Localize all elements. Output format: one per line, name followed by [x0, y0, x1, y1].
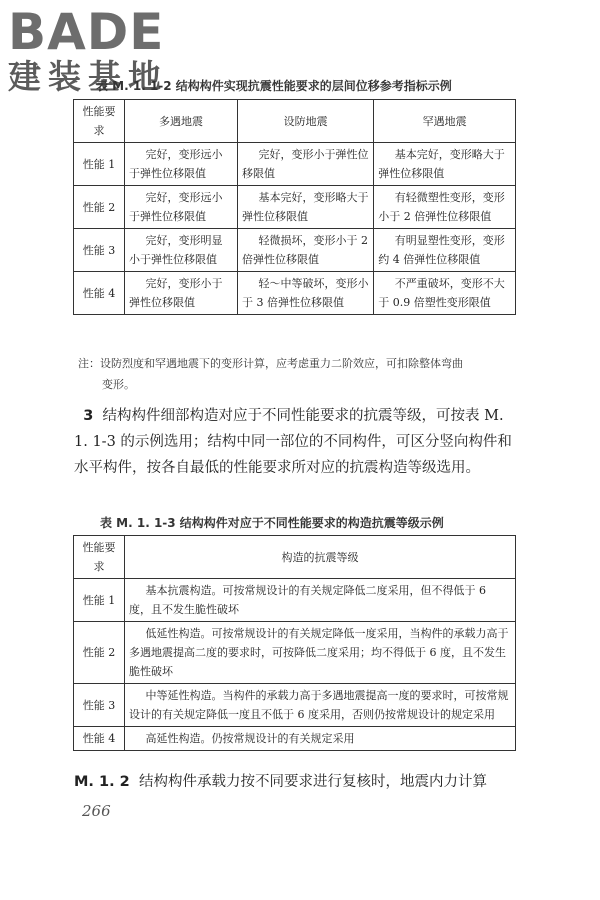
table-cell: 基本抗震构造。可按常规设计的有关规定降低二度采用，但不得低于 6 度，且不发生脆性破坏	[125, 579, 516, 622]
row-level: 性能 3	[74, 229, 125, 272]
row-level: 性能 2	[74, 186, 125, 229]
table-cell: 完好，变形明显小于弹性位移限值	[125, 229, 238, 272]
table-row	[74, 684, 516, 727]
table-cell: 基本完好，变形略大于弹性位移限值	[374, 143, 516, 186]
table-row	[74, 727, 516, 751]
row-level: 性能 1	[74, 143, 125, 186]
section-text: 结构构件承载力按不同要求进行复核时，地震内力计算	[138, 774, 487, 790]
table-cell: 轻～中等破坏，变形小于 3 倍弹性位移限值	[237, 272, 373, 315]
table-cell: 有明显塑性变形，变形约 4 倍弹性位移限值	[374, 229, 516, 272]
row-level: 性能 4	[74, 727, 125, 751]
table2-caption: 表 M. 1. 1-3 结构构件对应于不同性能要求的构造抗震等级示例	[100, 516, 444, 530]
table-cell: 不严重破坏，变形不大于 0.9 倍塑性变形限值	[374, 272, 516, 315]
header-performance: 性能要求	[74, 100, 125, 143]
table-cell: 完好，变形远小于弹性位移限值	[125, 143, 238, 186]
body-paragraph	[74, 403, 518, 481]
section-heading	[74, 770, 524, 794]
table-row	[74, 229, 516, 272]
table-cell: 中等延性构造。当构件的承载力高于多遇地震提高一度的要求时，可按常规设计的有关规定降低一度且不低于 6 度采用，否则仍按常规设计的规定采用	[125, 684, 516, 727]
table-row	[74, 186, 516, 229]
row-level: 性能 1	[74, 579, 125, 622]
logo-wordmark: BADE	[8, 3, 165, 61]
header-rare-eq: 罕遇地震	[374, 100, 516, 143]
table1-caption: 表 M. 1. 1-2 结构构件实现抗震性能要求的层间位移参考指标示例	[96, 79, 452, 93]
table-row	[74, 622, 516, 684]
table-header-row	[74, 536, 516, 579]
header-frequent-eq: 多遇地震	[125, 100, 238, 143]
page-number: 266	[82, 802, 111, 820]
header-performance: 性能要求	[74, 536, 125, 579]
row-level: 性能 3	[74, 684, 125, 727]
paragraph-number: 3	[83, 408, 94, 424]
note-line-1: 注：设防烈度和罕遇地震下的变形计算，应考虑重力二阶效应，可扣除整体弯曲	[78, 357, 463, 370]
row-level: 性能 2	[74, 622, 125, 684]
table-row	[74, 143, 516, 186]
logo-chinese: 建装基地	[8, 57, 168, 96]
seismic-grade-table	[73, 535, 516, 751]
table-row	[74, 272, 516, 315]
table-note	[78, 353, 518, 395]
table-cell: 低延性构造。可按常规设计的有关规定降低一度采用，当构件的承载力高于多遇地震提高二度的要求时，可按降低二度采用；均不得低于 6 度，且不发生脆性破坏	[125, 622, 516, 684]
table-row	[74, 579, 516, 622]
table-cell: 完好，变形小于弹性位移限值	[125, 272, 238, 315]
table-cell: 基本完好，变形略大于弹性位移限值	[237, 186, 373, 229]
section-number: M. 1. 2	[74, 774, 130, 790]
table-header-row	[74, 100, 516, 143]
table-cell: 轻微损坏，变形小于 2 倍弹性位移限值	[237, 229, 373, 272]
table-cell: 完好，变形小于弹性位移限值	[237, 143, 373, 186]
header-seismic-grade: 构造的抗震等级	[125, 536, 516, 579]
table-cell: 高延性构造。仍按常规设计的有关规定采用	[125, 727, 516, 751]
displacement-table	[73, 99, 516, 315]
header-design-eq: 设防地震	[237, 100, 373, 143]
paragraph-text: 结构构件细部构造对应于不同性能要求的抗震等级，可按表 M. 1. 1-3 的示例选用；结构中同一部位的不同构件，可区分竖向构件和水平构件，按各自最低的性能要求所对应的抗震构造等级选用。	[74, 408, 512, 476]
table-cell: 有轻微塑性变形，变形小于 2 倍弹性位移限值	[374, 186, 516, 229]
row-level: 性能 4	[74, 272, 125, 315]
note-line-2: 变形。	[102, 378, 135, 391]
table-cell: 完好，变形远小于弹性位移限值	[125, 186, 238, 229]
